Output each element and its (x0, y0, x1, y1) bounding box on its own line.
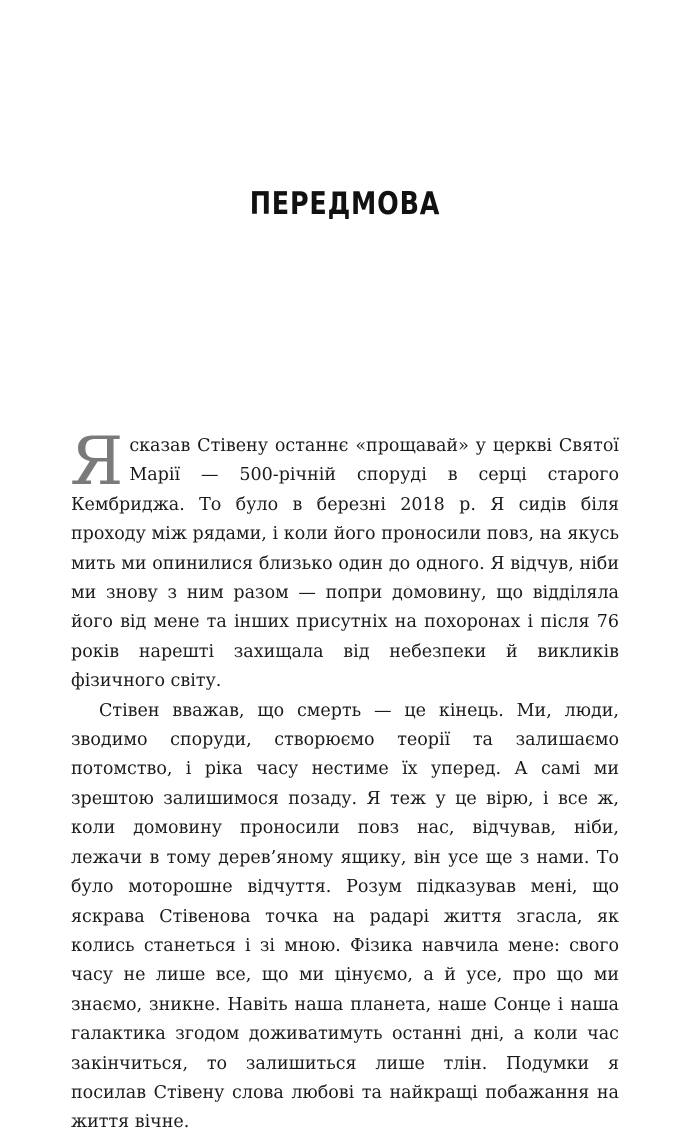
chapter-heading: ПЕРЕДМОВА (249, 186, 441, 222)
drop-cap: Я (70, 423, 124, 500)
paragraph-1 (70, 423, 619, 697)
paragraph-1-text: сказав Стівену останнє «прощавай» у церкві Святої Марії — 500-річній споруді в серці старого Кембриджа. То було в березні 2018 р. Я сидів біля проходу між рядами, і коли його проносили повз, на якусь мить ми опинилися близько один до одного. Я відчув, ніби ми знову з ним разом — попри домовину, що відділяла його від мене та інших присутніх на похоронах і після 76 років нарешті захищала від небезпеки й викликів фізичного світу. (71, 436, 619, 692)
body-text (70, 423, 619, 1138)
paragraph-2: Стівен вважав, що смерть — це кінець. Ми, люди, зводимо споруди, створюємо теорії та залишаємо потомство, і ріка часу нестиме їх уперед. А самі ми зрештою залишимося позаду. Я теж у це вірю, і все ж, коли домовину проносили повз нас, відчував, ніби, лежачи в тому дерев’яному ящику, він усе ще з нами. То було моторошне відчуття. Розум підказував мені, що яскрава Стівенова точка на радарі життя згасла, як колись станеться і зі мною. Фізика навчила мене: свого часу не лише все, що ми цінуємо, а й усе, про що ми знаємо, зникне. Навіть наша планета, наше Сонце і наша галактика згодом доживатимуть останні дні, а коли час закінчиться, то залишиться лише тлін. Подумки я посилав Стівену слова любові та найкращі побажання на життя вічне. (71, 700, 619, 1133)
